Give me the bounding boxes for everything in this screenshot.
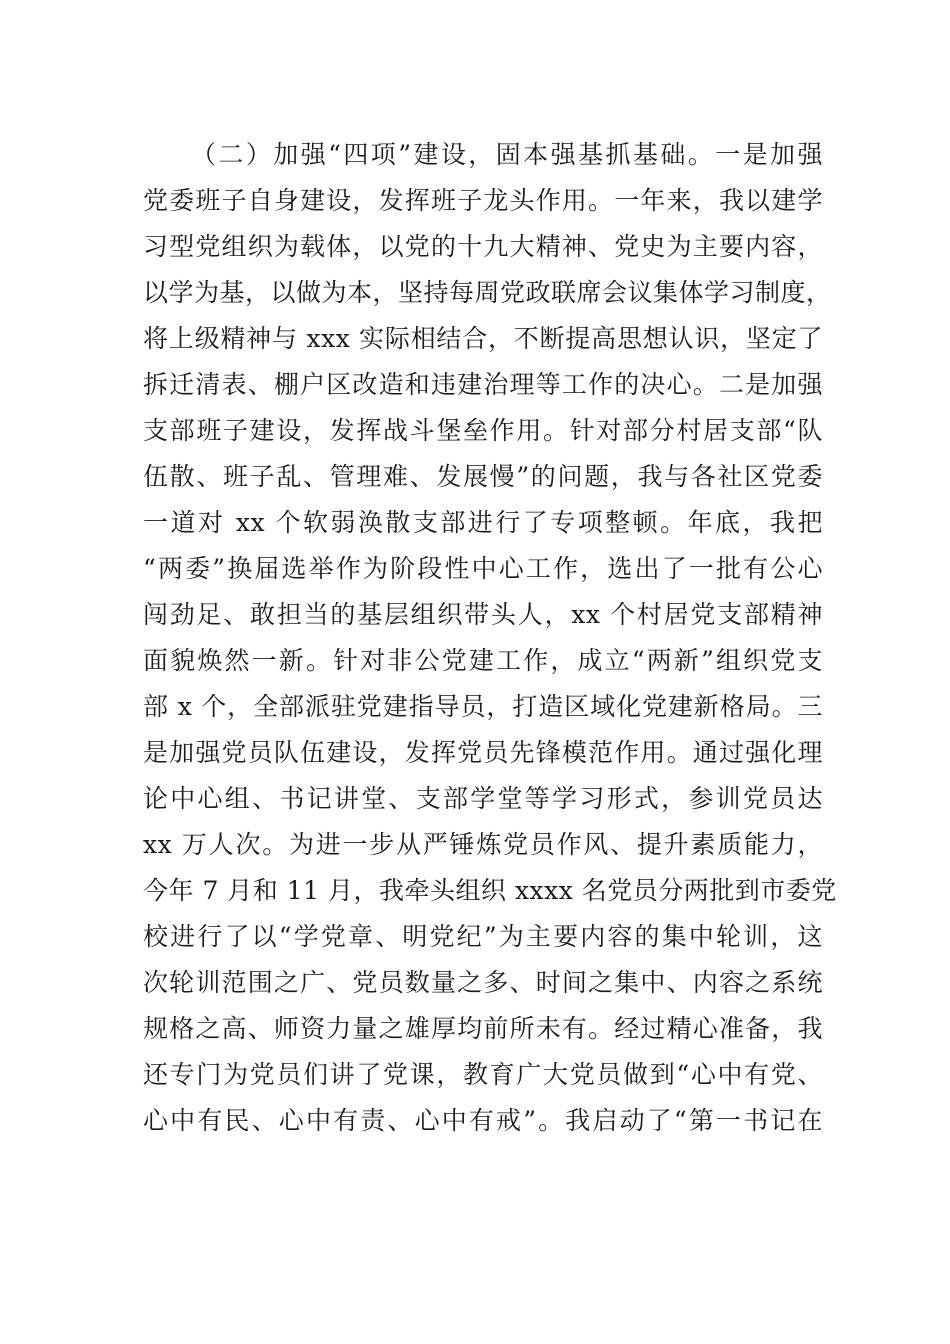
text-line: 今年 7 月和 11 月，我牵头组织 xxxx 名党员分两批到市委党 (143, 876, 837, 905)
text-line: 面貌焕然一新。针对非公党建工作，成立“两新”组织党支 (143, 646, 823, 675)
text-line: “两委”换届选举作为阶段性中心工作，选出了一批有公心 (143, 554, 823, 583)
text-line: 心中有民、心中有责、心中有戒”。我启动了“第一书记在 (143, 1106, 823, 1135)
text-line: 一道对 xx 个软弱涣散支部进行了专项整顿。年底，我把 (143, 508, 823, 537)
text-line: 支部班子建设，发挥战斗堡垒作用。针对部分村居支部“队 (143, 416, 823, 445)
text-line: xx 万人次。为进一步从严锤炼党员作风、提升素质能力， (143, 830, 823, 859)
text-line: 部 x 个，全部派驻党建指导员，打造区域化党建新格局。三 (143, 692, 823, 721)
text-line: 规格之高、师资力量之雄厚均前所未有。经过精心准备，我 (143, 1014, 823, 1043)
text-line: 次轮训范围之广、党员数量之多、时间之集中、内容之系统 (143, 968, 823, 997)
text-line: 伍散、班子乱、管理难、发展慢”的问题，我与各社区党委 (143, 462, 823, 491)
text-line: 还专门为党员们讲了党课，教育广大党员做到“心中有党、 (143, 1060, 823, 1089)
text-line: 拆迁清表、棚户区改造和违建治理等工作的决心。二是加强 (143, 370, 823, 399)
text-line: 校进行了以“学党章、明党纪”为主要内容的集中轮训，这 (143, 922, 823, 951)
text-line: （二）加强“四项”建设，固本强基抓基础。一是加强 (191, 140, 823, 169)
text-line: 习型党组织为载体，以党的十九大精神、党史为主要内容， (143, 232, 823, 261)
text-line: 是加强党员队伍建设，发挥党员先锋模范作用。通过强化理 (143, 738, 823, 767)
text-line: 闯劲足、敢担当的基层组织带头人，xx 个村居党支部精神 (143, 600, 823, 629)
text-line: 以学为基，以做为本，坚持每周党政联席会议集体学习制度， (143, 278, 832, 307)
text-line: 论中心组、书记讲堂、支部学堂等学习形式，参训党员达 (143, 784, 823, 813)
text-line: 将上级精神与 xxx 实际相结合，不断提高思想认识，坚定了 (143, 324, 823, 353)
text-line: 党委班子自身建设，发挥班子龙头作用。一年来，我以建学 (143, 186, 823, 215)
body-paragraph (143, 132, 837, 1144)
